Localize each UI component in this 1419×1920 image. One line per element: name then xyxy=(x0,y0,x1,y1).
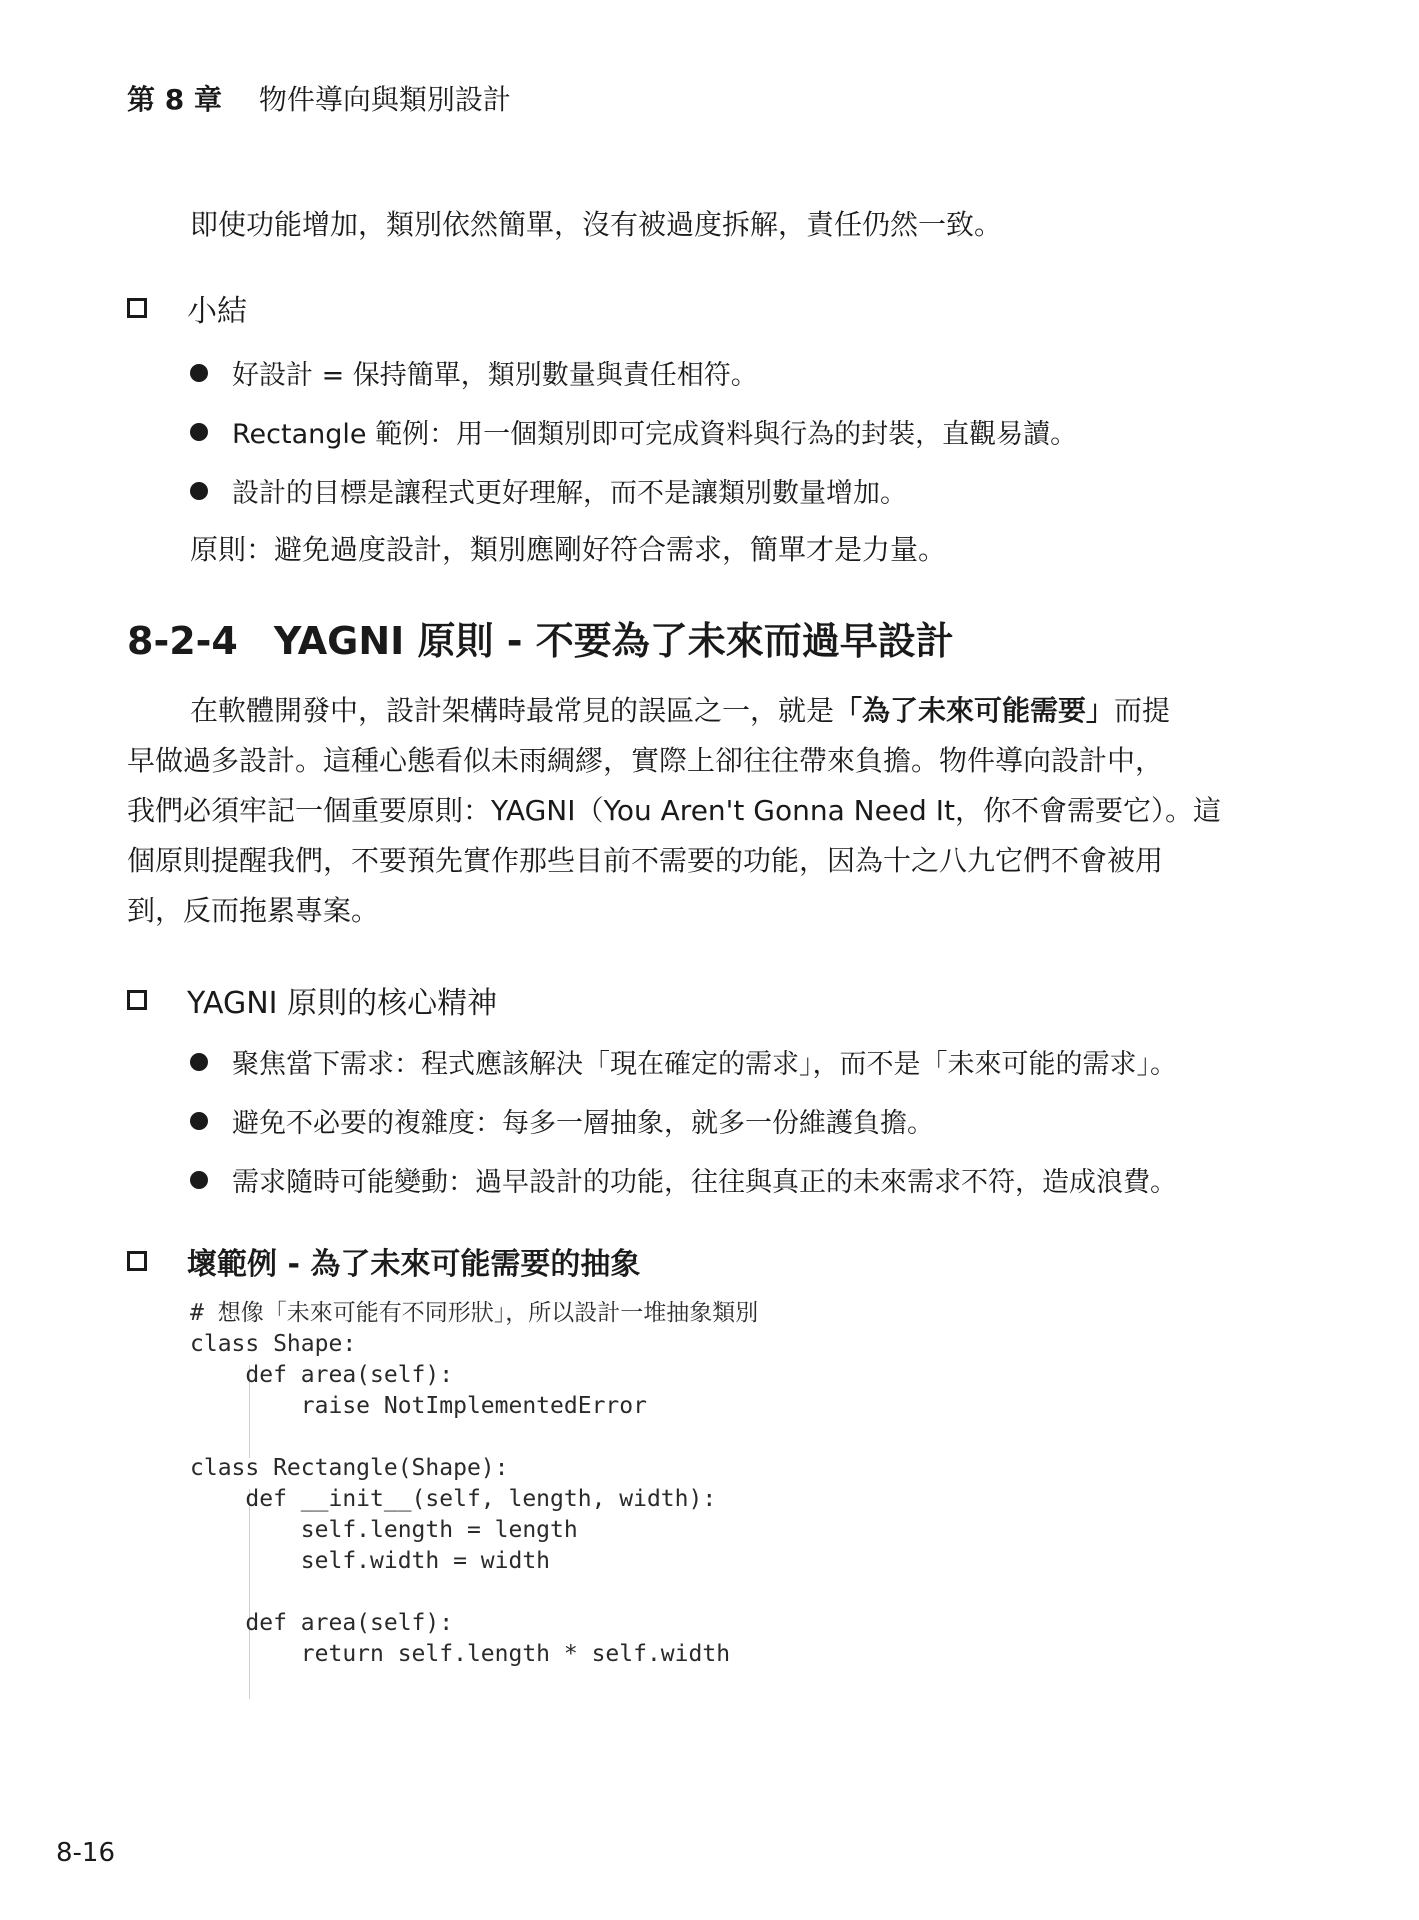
code-line xyxy=(190,1577,758,1608)
bullet-dot-icon xyxy=(190,423,208,441)
section-para-line-2: 早做過多設計。這種心態看似未雨綢繆，實際上卻往往帶來負擔。物件導向設計中， xyxy=(127,744,1164,777)
summary-bullet-2 xyxy=(190,412,1077,451)
summary-heading xyxy=(127,286,247,330)
section-para-line-4: 個原則提醒我們，不要預先實作那些目前不需要的功能，因為十之八九它們不會被用 xyxy=(127,844,1164,877)
section-number: 8-2-4 xyxy=(127,619,238,663)
code-line: def area(self): xyxy=(190,1610,454,1636)
checkbox-square-icon xyxy=(127,990,147,1010)
bullet-text: 設計的目標是讓程式更好理解，而不是讓類別數量增加。 xyxy=(232,478,907,509)
code-line xyxy=(190,1670,758,1701)
core-bullet-1 xyxy=(190,1042,1177,1081)
bad-example-heading xyxy=(127,1239,640,1283)
para-emphasis: 「為了未來可能需要」 xyxy=(834,694,1115,727)
bad-example-heading-text: 壞範例 - 為了未來可能需要的抽象 xyxy=(187,1247,641,1282)
section-title-text: YAGNI 原則 - 不要為了未來而過早設計 xyxy=(273,619,954,663)
bullet-dot-icon xyxy=(190,1053,208,1071)
code-line: return self.length * self.width xyxy=(190,1641,731,1667)
code-line: def __init__(self, length, width): xyxy=(190,1486,717,1512)
bullet-text: 聚焦當下需求：程式應該解決「現在確定的需求」，而不是「未來可能的需求」。 xyxy=(232,1049,1177,1080)
summary-heading-text: 小結 xyxy=(187,294,247,329)
summary-principle: 原則：避免過度設計，類別應剛好符合需求，簡單才是力量。 xyxy=(190,533,947,566)
core-heading-text: YAGNI 原則的核心精神 xyxy=(187,986,498,1021)
checkbox-square-icon xyxy=(127,298,147,318)
bullet-text: Rectangle 範例：用一個類別即可完成資料與行為的封裝，直觀易讀。 xyxy=(232,419,1078,450)
bullet-dot-icon xyxy=(190,364,208,382)
code-line: class Shape: xyxy=(190,1331,357,1357)
para-text: 而提 xyxy=(1114,694,1171,727)
intro-line: 即使功能增加，類別依然簡單，沒有被過度拆解，責任仍然一致。 xyxy=(190,208,1003,241)
code-line xyxy=(190,1422,758,1453)
core-bullet-2 xyxy=(190,1101,934,1140)
core-bullet-3 xyxy=(190,1160,1177,1199)
code-line: self.width = width xyxy=(190,1548,551,1574)
code-line: raise NotImplementedError xyxy=(190,1393,647,1419)
bullet-text: 好設計 = 保持簡單，類別數量與責任相符。 xyxy=(232,360,758,391)
bullet-text: 避免不必要的複雜度：每多一層抽象，就多一份維護負擔。 xyxy=(232,1108,934,1139)
section-para-line-3: 我們必須牢記一個重要原則：YAGNI（You Aren't Gonna Need It，你不會需要它）。這 xyxy=(127,794,1221,827)
running-header xyxy=(127,78,511,118)
para-text: 在軟體開發中，設計架構時最常見的誤區之一，就是 xyxy=(190,694,835,727)
bullet-dot-icon xyxy=(190,482,208,500)
page-number: 8-16 xyxy=(56,1838,116,1868)
bullet-dot-icon xyxy=(190,1171,208,1189)
bullet-text: 需求隨時可能變動：過早設計的功能，往往與真正的未來需求不符，造成浪費。 xyxy=(232,1167,1177,1198)
code-line: class Rectangle(Shape): xyxy=(190,1455,509,1481)
summary-bullet-1 xyxy=(190,353,758,392)
core-heading xyxy=(127,978,497,1022)
code-line: self.length = length xyxy=(190,1517,578,1543)
summary-bullet-3 xyxy=(190,471,907,510)
section-para-line-1 xyxy=(190,686,1170,736)
code-line: # 想像「未來可能有不同形狀」，所以設計一堆抽象類別 xyxy=(190,1300,759,1326)
code-line: def area(self): xyxy=(190,1362,454,1388)
bullet-dot-icon xyxy=(190,1112,208,1130)
chapter-label: 第 8 章 xyxy=(127,83,222,116)
section-title xyxy=(127,610,954,665)
chapter-title: 物件導向與類別設計 xyxy=(258,83,511,116)
code-block xyxy=(190,1298,758,1701)
checkbox-square-icon xyxy=(127,1251,147,1271)
section-para-line-5: 到，反而拖累專案。 xyxy=(127,894,380,927)
